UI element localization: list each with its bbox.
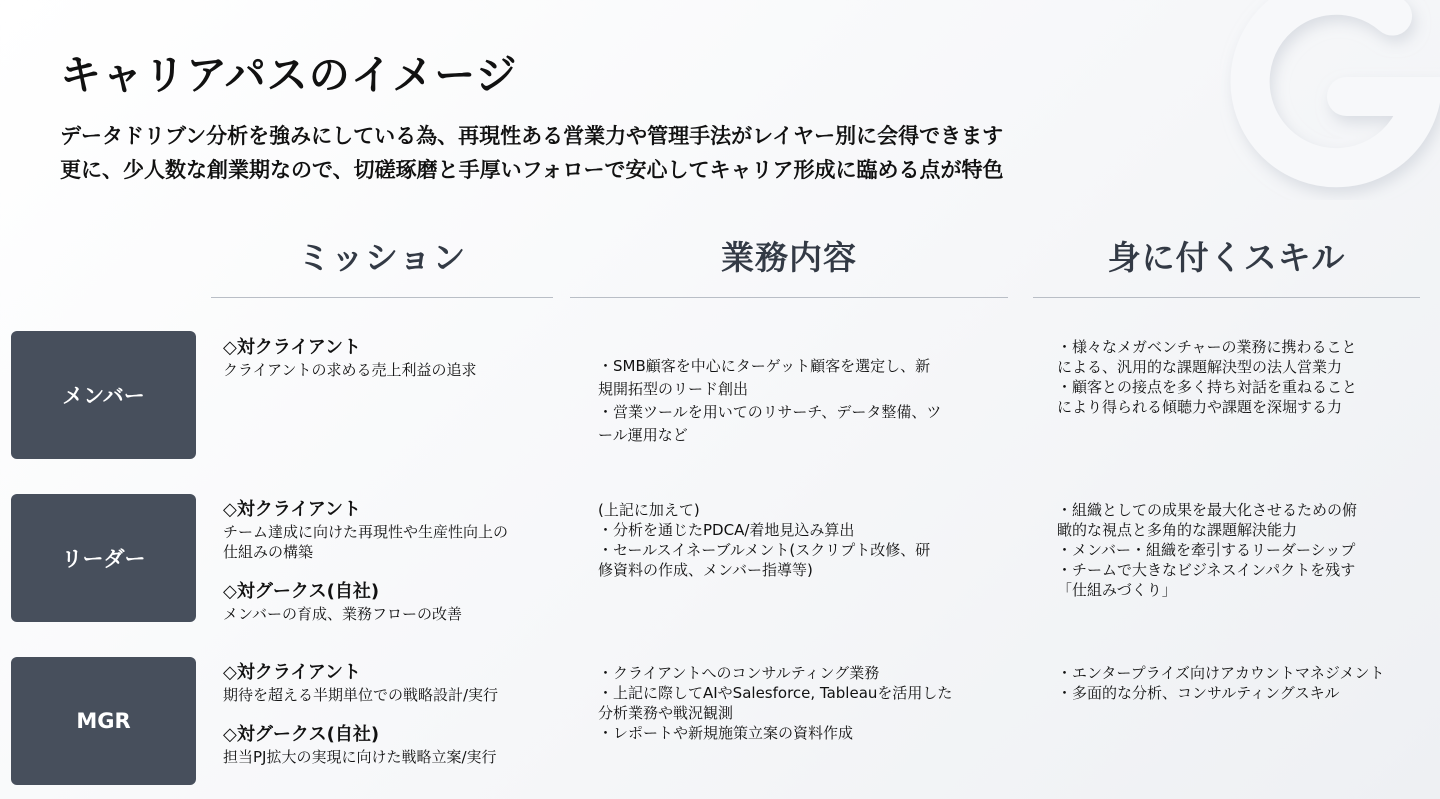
- business-item: ・上記に際してAIやSalesforce, Tableauを活用した: [598, 684, 953, 702]
- column-header-skills: 身に付くスキル: [1033, 232, 1420, 298]
- skill-item: ・顧客との接点を多く持ち対話を重ねること: [1057, 378, 1358, 396]
- business-item: ・レポートや新規施策立案の資料作成: [598, 724, 854, 742]
- skill-item: 瞰的な視点と多角的な課題解決能力: [1057, 521, 1298, 539]
- mission-text: チーム達成に向けた再現性や生産性向上の: [223, 523, 509, 541]
- role-label-mgr: MGR: [11, 657, 196, 785]
- skill-item: ・エンタープライズ向けアカウントマネジメント: [1057, 664, 1385, 682]
- skills-member: [1057, 337, 1357, 417]
- role-label-leader: リーダー: [11, 494, 196, 622]
- business-item: 修資料の作成、メンバー指導等): [598, 561, 813, 579]
- mission-heading: ◇対グークス(自社): [223, 581, 380, 602]
- role-label-member: メンバー: [11, 331, 196, 459]
- business-item: ・セールスイネーブルメント(スクリプト改修、研: [598, 541, 931, 559]
- business-item: (上記に加えて): [598, 501, 700, 519]
- skills-leader: [1057, 500, 1357, 600]
- mission-heading: ◇対クライアント: [223, 662, 362, 683]
- business-member: [598, 355, 941, 447]
- business-leader: [598, 500, 930, 580]
- skill-item: ・チームで大きなビジネスインパクトを残す: [1057, 561, 1356, 579]
- mission-mgr: [223, 661, 498, 767]
- skill-item: ・組織としての成果を最大化させるための俯: [1057, 501, 1358, 519]
- skills-mgr: [1057, 663, 1384, 703]
- mission-heading: ◇対グークス(自社): [223, 724, 380, 745]
- mission-heading: ◇対クライアント: [223, 499, 362, 520]
- skill-item: ・多面的な分析、コンサルティングスキル: [1057, 684, 1340, 702]
- business-item: ・営業ツールを用いてのリサーチ、データ整備、ツ: [598, 403, 942, 421]
- mission-member: [223, 336, 477, 380]
- subtitle-line: データドリブン分析を強みにしている為、再現性ある営業力や管理手法がレイヤー別に会得できます: [60, 124, 1004, 148]
- brand-logo-watermark-icon: [1220, 0, 1440, 200]
- business-mgr: [598, 663, 952, 743]
- business-item: ール運用など: [598, 426, 688, 444]
- business-item: ・分析を通じたPDCA/着地見込み算出: [598, 521, 855, 539]
- mission-text: メンバーの育成、業務フローの改善: [223, 605, 462, 623]
- subtitle-line: 更に、少人数な創業期なので、切磋琢磨と手厚いフォローで安心してキャリア形成に臨める点が特色: [60, 158, 1004, 182]
- skill-item: により得られる傾聴力や課題を深堀する力: [1057, 398, 1343, 416]
- mission-leader: [223, 498, 508, 624]
- skill-item: ・様々なメガベンチャーの業務に携わること: [1057, 338, 1357, 356]
- column-header-business: 業務内容: [570, 232, 1008, 298]
- business-item: ・SMB顧客を中心にターゲット顧客を選定し、新: [598, 357, 931, 375]
- mission-text: クライアントの求める売上利益の追求: [223, 361, 477, 379]
- subtitle: [60, 119, 1004, 187]
- skill-item: ・メンバー・組織を牽引するリーダーシップ: [1057, 541, 1356, 559]
- column-header-mission: ミッション: [211, 232, 553, 298]
- page-title: キャリアパスのイメージ: [60, 51, 518, 99]
- skill-item: による、汎用的な課題解決型の法人営業力: [1057, 358, 1343, 376]
- mission-heading: ◇対クライアント: [223, 337, 362, 358]
- business-item: 規開拓型のリード創出: [598, 380, 749, 398]
- skill-item: 「仕組みづくり」: [1057, 581, 1177, 599]
- business-item: ・クライアントへのコンサルティング業務: [598, 664, 880, 682]
- mission-text: 担当PJ拡大の実現に向けた戦略立案/実行: [223, 748, 497, 766]
- mission-text: 仕組みの構築: [223, 543, 314, 561]
- business-item: 分析業務や戦況観測: [598, 704, 734, 722]
- mission-text: 期待を超える半期単位での戦略設計/実行: [223, 686, 499, 704]
